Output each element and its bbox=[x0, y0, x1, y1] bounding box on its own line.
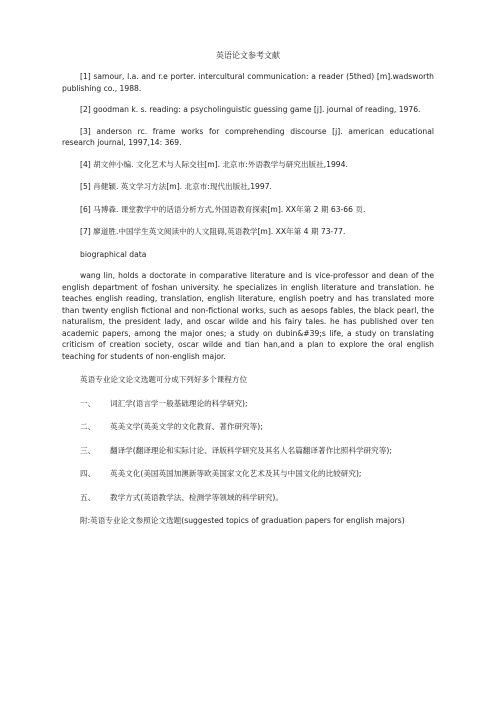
reference-item-4: [4] 胡文仲小编. 文化艺术与人际交往[m]. 北京市:外语教学与研究出版社,1994. bbox=[80, 159, 348, 169]
direction-item-5 bbox=[62, 492, 434, 504]
direction-text: 英美文化(美国英国加澳新等欧美国家文化艺术及其与中国文化的比较研究); bbox=[110, 469, 362, 478]
direction-number: 二、 bbox=[80, 422, 96, 431]
bio-paragraph: wang lin, holds a doctorate in comparative literature and is vice-professor and dean of the english department of foshan university. he specializes in english literature and translation. he teaches english reading, translation, english literature, english poetry and has translated more than twenty english fictional and non-fictional works, such as aesops fables, the black pearl, the naturalism, the president lady, and oscar wilde and his fairy tales. he has published over ten academic papers, among the major ones; a study on dubin&#39;s life, a study on translating criticism of creation society, oscar wilde and tian han,and a plan to explore the oral english teaching for students of non-english major. bbox=[62, 271, 434, 361]
direction-number: 一、 bbox=[80, 398, 96, 408]
direction-number: 五、 bbox=[80, 492, 96, 502]
direction-number: 三、 bbox=[80, 445, 96, 455]
reference-item-2: [2] goodman k. s. reading: a psycholinguistic guessing game [j]. journal of reading, 1976. bbox=[80, 105, 421, 114]
direction-number: 四、 bbox=[80, 469, 96, 478]
direction-text: 教学方式(英语教学法、检测学等领域的科学研究)。 bbox=[110, 492, 283, 502]
direction-text: 英美文学(英美文学的文化教育、著作研究等); bbox=[110, 422, 263, 431]
direction-item-3 bbox=[62, 445, 434, 457]
appendix-heading: 附:英语专业论文参照论文选题(suggested topics of graduation papers for english majors) bbox=[80, 516, 405, 525]
reference-item-5: [5] 肖健颖. 英文学习方法[m]. 北京市:现代出版社,1997. bbox=[80, 182, 272, 191]
direction-item-4 bbox=[62, 468, 434, 480]
reference-item-3: [3] anderson rc. frame works for comprehending discourse [j]. american educational research journal, 1997,14: 369. bbox=[62, 126, 434, 147]
reference-item-1: [1] samour, l.a. and r.e porter. intercultural communication: a reader (5thed) [m].wadsworth publishing co., 1988. bbox=[62, 72, 434, 93]
reference-item-6: [6] 马博森. 课堂教学中的话语分析方式,外国语教育探索[m]. XX年第 2 期 63-66 页. bbox=[80, 204, 366, 214]
bio-heading: biographical data bbox=[80, 249, 147, 259]
direction-item-1 bbox=[62, 398, 434, 410]
document-body bbox=[62, 50, 434, 527]
direction-text: 词汇学(语言学一般基础理论的科学研究); bbox=[110, 398, 248, 408]
direction-item-2 bbox=[62, 421, 434, 433]
direction-text: 翻译学(翻译理论和实际讨论、译版科学研究及其名人名篇翻译著作比照科学研究等); bbox=[110, 445, 392, 455]
reference-item-7: [7] 廖道胜.中国学生英文阅读中的人文阻碍,英语教学[m]. XX年第 4 期 73-77. bbox=[80, 227, 346, 236]
topic-intro: 英语专业论文论文选题可分成下列好多个课程方位 bbox=[80, 375, 248, 384]
document-title: 英语论文参考文献 bbox=[216, 51, 280, 60]
